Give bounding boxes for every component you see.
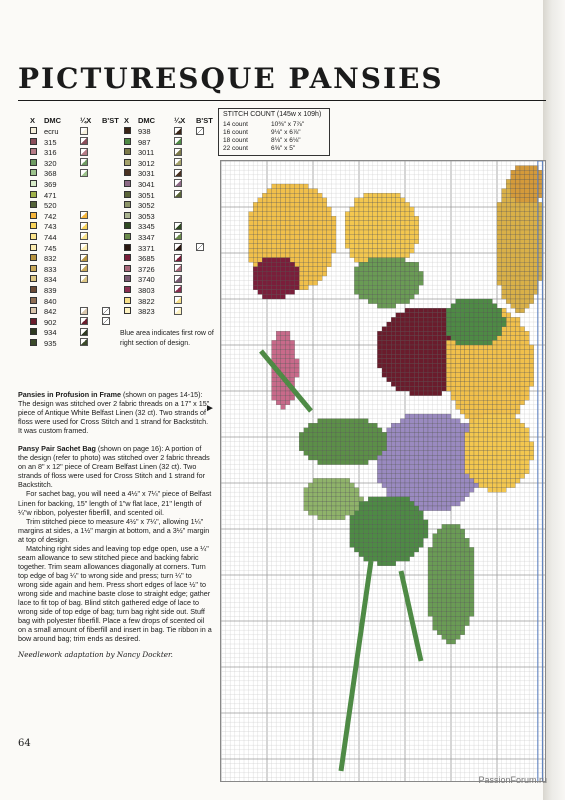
stitch-symbol-icon [124, 159, 131, 166]
color-key-row [124, 191, 224, 202]
stitch-symbol-icon [124, 222, 131, 229]
dmc-number: ecru [44, 127, 59, 136]
backstitch-swatch-icon [102, 317, 110, 325]
quarter-stitch-swatch-icon [174, 285, 182, 293]
color-key-row [30, 127, 130, 138]
quarter-stitch-swatch-icon [80, 275, 88, 283]
quarter-stitch-swatch-icon [80, 232, 88, 240]
quarter-stitch-swatch-icon [174, 127, 182, 135]
dmc-number: 316 [44, 148, 57, 158]
dmc-number: 842 [44, 307, 57, 317]
quarter-stitch-swatch-icon [80, 307, 88, 315]
stitch-symbol-icon [124, 127, 131, 134]
color-key-row [30, 180, 130, 191]
stitch-symbol-icon [124, 191, 131, 198]
dmc-number: 3726 [138, 264, 155, 274]
paragraph-trim: Trim stitched piece to measure 4½" x 7¼", allowing 1¼" margins at sides, a 1½" margin at bottom, and a 3½" margin at top of design. [18, 516, 210, 544]
color-key-row [124, 212, 224, 223]
color-key-row [124, 265, 224, 276]
stitch-symbol-icon [124, 297, 131, 304]
paragraph-frame: (shown on pages 14-15): The design was stitched over 2 fabric threads on a 17" x 15" piece of Antique White Belfast Linen (32 ct). Two strands of floss were used for Cross Stitch and 1 strand for Backstitch. It was custom framed. [18, 390, 210, 436]
color-key-row [30, 169, 130, 180]
quarter-stitch-swatch-icon [80, 148, 88, 156]
stitch-symbol-icon [30, 244, 37, 251]
stitch-symbol-icon [124, 148, 131, 155]
dmc-number: 315 [44, 137, 57, 147]
color-key-row [124, 180, 224, 191]
dmc-number: 3823 [138, 307, 155, 317]
quarter-stitch-swatch-icon [174, 307, 182, 315]
color-key-row [124, 233, 224, 244]
dmc-number: 3822 [138, 296, 155, 306]
quarter-stitch-swatch-icon [174, 169, 182, 177]
color-key-row [30, 265, 130, 276]
stitch-symbol-icon [124, 286, 131, 293]
quarter-stitch-swatch-icon [174, 222, 182, 230]
dmc-number: 3371 [138, 243, 155, 253]
stitch-symbol-icon [124, 169, 131, 176]
paragraph-sachet: (shown on page 16): A portion of the design (refer to photo) was stitched over 2 fabric threads on an 8" x 12" piece of Cream Belfast Linen (32 ct). Two strands of floss were used for Cross Stitch and 1 strand for Backstitch. [18, 444, 210, 490]
color-key-row [30, 222, 130, 233]
color-key-row [30, 328, 130, 339]
stitch-symbol-icon [30, 297, 37, 304]
color-key-row [30, 159, 130, 170]
color-key-row [124, 307, 224, 318]
quarter-stitch-swatch-icon [174, 148, 182, 156]
quarter-stitch-swatch-icon [80, 137, 88, 145]
dmc-number: 834 [44, 275, 57, 285]
color-key-row [30, 244, 130, 255]
cross-stitch-chart [220, 160, 546, 782]
dmc-number: 743 [44, 222, 57, 232]
page-gutter [543, 0, 565, 800]
stitch-symbol-icon [30, 265, 37, 272]
color-key-row [124, 127, 224, 138]
header-quarter: ¼X [80, 116, 92, 125]
backstitch-swatch-icon [196, 243, 204, 251]
quarter-stitch-swatch-icon [174, 254, 182, 262]
stitch-symbol-icon [124, 244, 131, 251]
stitch-symbol-icon [30, 275, 37, 282]
color-key-row [124, 138, 224, 149]
stitch-symbol-icon [124, 233, 131, 240]
color-key-row [124, 297, 224, 308]
color-key-row [124, 148, 224, 159]
dmc-number: 3740 [138, 275, 155, 285]
stitch-symbol-icon [30, 127, 37, 134]
quarter-stitch-swatch-icon [174, 264, 182, 272]
color-key-row [124, 159, 224, 170]
dmc-number: 938 [138, 127, 151, 136]
color-key-row [30, 233, 130, 244]
header-dmc: DMC [138, 116, 156, 125]
dmc-number: 742 [44, 211, 57, 221]
blue-area-note: Blue area indicates first row of right section of design. [120, 330, 214, 347]
quarter-stitch-swatch-icon [174, 190, 182, 198]
header-quarter: ¼X [174, 116, 186, 125]
color-key-row [30, 254, 130, 265]
design-size: 8⅛" x 6⅛" [271, 137, 301, 144]
color-key-row [30, 275, 130, 286]
title-rule [18, 100, 546, 101]
backstitch-swatch-icon [102, 307, 110, 315]
dmc-number: 744 [44, 232, 57, 242]
quarter-stitch-swatch-icon [80, 127, 88, 135]
stitch-symbol-icon [124, 180, 131, 187]
stitch-symbol-icon [30, 307, 37, 314]
color-key-row [30, 212, 130, 223]
quarter-stitch-swatch-icon [174, 232, 182, 240]
color-key-right [124, 116, 224, 318]
dmc-number: 840 [44, 296, 57, 306]
stitch-symbol-icon [30, 212, 37, 219]
dmc-number: 368 [44, 169, 57, 179]
stitch-symbol-icon [124, 265, 131, 272]
dmc-number: 987 [138, 137, 151, 147]
heading-sachet: Pansy Pair Sachet Bag [18, 444, 96, 454]
arrow-icon: ► [205, 403, 215, 414]
dmc-number: 935 [44, 338, 57, 348]
quarter-stitch-swatch-icon [174, 275, 182, 283]
dmc-number: 520 [44, 201, 57, 211]
design-size: 9⅛" x 6⅞" [271, 129, 301, 136]
color-key-row [30, 339, 130, 350]
design-size: 6⅝" x 5" [271, 145, 296, 152]
color-key-row [30, 138, 130, 149]
stitch-count-row [223, 137, 325, 145]
color-key-row [124, 169, 224, 180]
dmc-number: 832 [44, 254, 57, 264]
color-key-row [30, 297, 130, 308]
dmc-number: 471 [44, 190, 57, 200]
quarter-stitch-swatch-icon [80, 338, 88, 346]
dmc-number: 3031 [138, 169, 155, 179]
page-title: PICTURESQUE PANSIES [18, 62, 444, 95]
stitch-count-header: STITCH COUNT (145w x 109h) [223, 111, 322, 118]
watermark: PassionForum.ru [478, 775, 547, 785]
dmc-number: 3012 [138, 158, 155, 168]
stitch-symbol-icon [124, 275, 131, 282]
quarter-stitch-swatch-icon [174, 243, 182, 251]
color-key-row [124, 201, 224, 212]
dmc-number: 839 [44, 285, 57, 295]
dmc-number: 3685 [138, 254, 155, 264]
stitch-symbol-icon [30, 180, 37, 187]
color-key-row [30, 148, 130, 159]
stitch-symbol-icon [30, 138, 37, 145]
stitch-symbol-icon [30, 191, 37, 198]
instructions [18, 390, 213, 659]
fabric-count: 14 count [223, 121, 248, 128]
dmc-number: 902 [44, 317, 57, 327]
stitch-symbol-icon [30, 318, 37, 325]
color-key-left [30, 116, 130, 349]
dmc-number: 934 [44, 328, 57, 338]
color-key-row [30, 191, 130, 202]
fabric-count: 22 count [223, 145, 248, 152]
quarter-stitch-swatch-icon [174, 158, 182, 166]
header-dmc: DMC [44, 116, 62, 125]
stitch-symbol-icon [30, 169, 37, 176]
stitch-count-row [223, 129, 325, 137]
stitch-symbol-icon [30, 159, 37, 166]
dmc-number: 3011 [138, 148, 155, 158]
color-key-row [30, 307, 130, 318]
heading-frame: Pansies in Profusion in Frame [18, 390, 122, 399]
color-key-row [124, 286, 224, 297]
dmc-number: 3052 [138, 201, 155, 211]
stitch-symbol-icon [30, 201, 37, 208]
quarter-stitch-swatch-icon [80, 158, 88, 166]
stitch-count-row [223, 121, 325, 129]
paragraph-assembly: Matching right sides and leaving top edge open, use a ¼" seam allowance to sew stitched piece and backing fabric together. Trim seam allowances diagonally at corners. Turn top edge of bag ¼" to wrong side and press; turn ¼" to wrong side again and hem. Press short edges of lace ½" to wrong side and machine baste close to straight edge; gather lace to fit top of bag. Blind stitch gathered edge of lace to wrong side of top edge of bag; turn bag right side out. Stuff bag with polyester fiberfill. Place a few drops of scented oil on a small amount of fiberfill and insert in bag. Tie ribbon in a bow around bag; trim ends as desired. [18, 543, 212, 644]
stitch-count-row [223, 145, 325, 153]
page-number: 64 [18, 738, 31, 749]
color-key-header [30, 116, 130, 127]
stitch-symbol-icon [124, 212, 131, 219]
dmc-number: 3051 [138, 190, 155, 200]
quarter-stitch-swatch-icon [174, 179, 182, 187]
color-key-row [124, 254, 224, 265]
dmc-number: 3803 [138, 285, 155, 295]
dmc-number: 745 [44, 243, 57, 253]
quarter-stitch-swatch-icon [80, 254, 88, 262]
dmc-number: 3347 [138, 232, 155, 242]
stitch-symbol-icon [124, 201, 131, 208]
header-bst: B'ST [196, 116, 213, 125]
stitch-symbol-icon [30, 328, 37, 335]
quarter-stitch-swatch-icon [80, 328, 88, 336]
quarter-stitch-swatch-icon [80, 222, 88, 230]
fabric-count: 16 count [223, 129, 248, 136]
credit-line: Needlework adaptation by Nancy Dockter. [18, 650, 173, 660]
color-key-row [124, 275, 224, 286]
header-x: X [30, 116, 36, 125]
stitch-symbol-icon [30, 254, 37, 261]
stitch-symbol-icon [30, 148, 37, 155]
header-bst: B'ST [102, 116, 119, 125]
dmc-number: 3345 [138, 222, 155, 232]
color-key-row [30, 201, 130, 212]
quarter-stitch-swatch-icon [80, 264, 88, 272]
color-key-row [30, 286, 130, 297]
design-size: 10⅜" x 7⅞" [271, 121, 305, 128]
quarter-stitch-swatch-icon [174, 137, 182, 145]
quarter-stitch-swatch-icon [80, 169, 88, 177]
stitch-symbol-icon [30, 286, 37, 293]
stitch-symbol-icon [30, 233, 37, 240]
stitch-symbol-icon [30, 222, 37, 229]
quarter-stitch-swatch-icon [174, 296, 182, 304]
fabric-count: 18 count [223, 137, 248, 144]
chart-grid [221, 161, 546, 782]
quarter-stitch-swatch-icon [80, 317, 88, 325]
header-x: X [124, 116, 130, 125]
stitch-symbol-icon [124, 254, 131, 261]
color-key-header [124, 116, 224, 127]
dmc-number: 320 [44, 158, 57, 168]
dmc-number: 833 [44, 264, 57, 274]
quarter-stitch-swatch-icon [80, 243, 88, 251]
stitch-symbol-icon [30, 339, 37, 346]
dmc-number: 3041 [138, 179, 155, 189]
color-key-row [30, 318, 130, 329]
color-key-row [124, 222, 224, 233]
paragraph-materials: For sachet bag, you will need a 4½" x 7¼" piece of Belfast Linen for backing, 15" length of 1"w flat lace, 21" length of ¼"w ribbon, polyester fiberfill, and scented oil. [18, 489, 212, 517]
stitch-symbol-icon [124, 307, 131, 314]
dmc-number: 369 [44, 179, 57, 189]
color-key-row [124, 244, 224, 255]
backstitch-swatch-icon [196, 127, 204, 135]
stitch-count-box [218, 108, 330, 156]
dmc-number: 3053 [138, 211, 155, 221]
quarter-stitch-swatch-icon [80, 211, 88, 219]
stitch-symbol-icon [124, 138, 131, 145]
